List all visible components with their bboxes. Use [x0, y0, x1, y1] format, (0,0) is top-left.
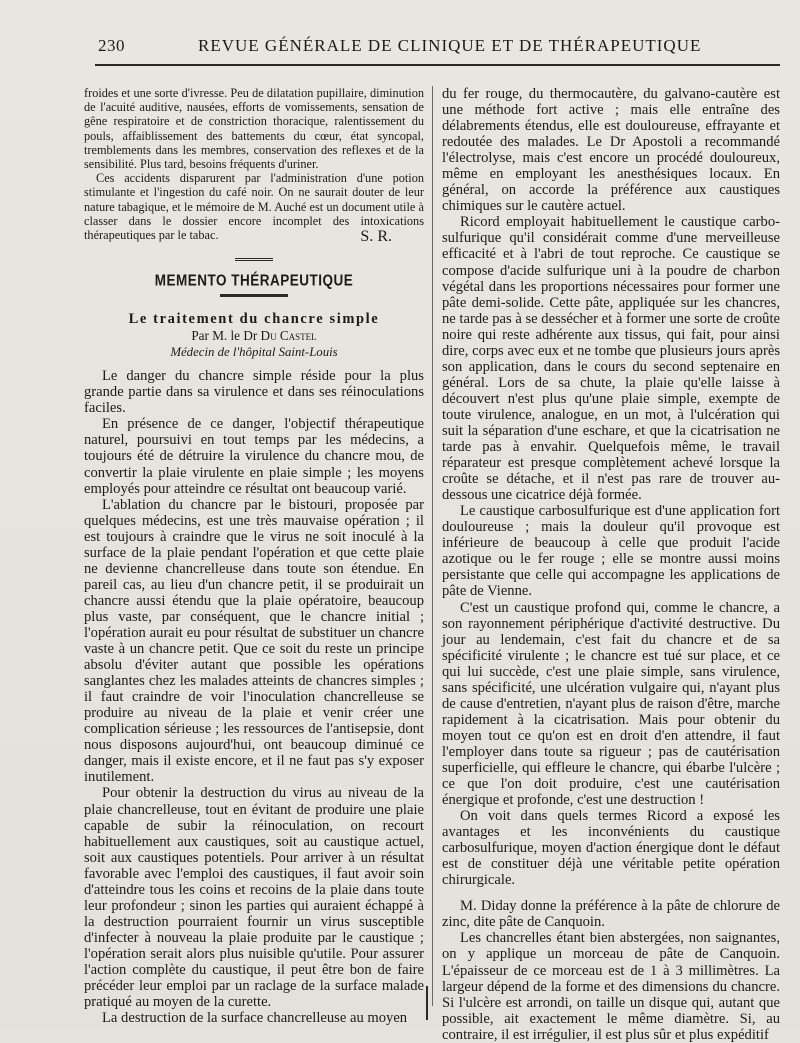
margin-mark: [426, 986, 428, 1020]
previous-article-paragraph: froides et une sorte d'ivresse. Peu de dilatation pupillaire, diminution de l'acuité auditive, nausées, efforts de vomissements, sensation de gêne respiratoire et de constriction thoracique, ralentissement du pouls, affaiblissement des battements du cœur, état syncopal, tremblements dans les membres, conservation des reflexes et de la sensibilité. Plus tard, besoins fréquents d'uriner.: [84, 86, 424, 172]
body-paragraph: Le caustique carbosulfurique est d'une application fort douloureuse ; mais la douleur qu'il provoque est inférieure de beaucoup à celle que produit l'acide azotique ou le fer rouge ; elle se montre aussi moins persistante que celle qui accompagne les applications de pâte de Vienne.: [442, 503, 780, 600]
body-paragraph: On voit dans quels termes Ricord a exposé les avantages et les inconvénients du caustique carbosulfurique, moyen d'action énergique dont le défaut est de constituer déjà une véritable petite opération chirurgicale.: [442, 808, 780, 889]
body-paragraph: du fer rouge, du thermocautère, du galvano-cautère est une méthode fort active ; mais elle entraîne des délabrements étendus, elle est douloureuse, effrayante et redoutée des malades. Le Dr Apostoli a recommandé l'électrolyse, mais c'est encore un procédé douloureux, même en employant les anesthésiques locaux. En général, on accorde la préférence aux caustiques chimiques sur le cautère actuel.: [442, 86, 780, 215]
body-paragraph: Les chancrelles étant bien abstergées, non saignantes, on y applique un morceau de pâte de Canquoin. L'épaisseur de ce morceau est de 1 à 3 millimètres. La largeur dépend de la forme et des dimensions du chancre. Si l'ulcère est arrondi, on taille un disque qui, autant que possible, ait exactement le même diamètre. Si, au contraire, il est irrégulier, il est plus sûr et plus expéditif: [442, 930, 780, 1043]
section-heading: MEMENTO THÉRAPEUTIQUE: [154, 272, 354, 290]
article-author: [84, 328, 424, 344]
body-paragraph: En présence de ce danger, l'objectif thérapeutique naturel, poursuivi en tout temps par les médecins, a toujours été de détruire la virulence du chancre mou, de convertir la plaie virulente en plaie simple ; les moyens employés pour atteindre ce résultat ont beaucoup varié.: [84, 416, 424, 497]
author-name: Du Castel: [260, 328, 317, 344]
paragraph-gap: [442, 888, 780, 898]
body-paragraph: M. Diday donne la préférence à la pâte de chlorure de zinc, dite pâte de Canquoin.: [442, 898, 780, 931]
previous-article-paragraph: Ces accidents disparurent par l'administration d'une potion stimulante et l'ingestion du café noir. On ne saurait douter de leur nature tabagique, et le mémoire de M. Auché est un document utile à classer dans le dossier encore incomplet des intoxications thérapeutiques par le tabac.: [84, 171, 424, 243]
author-signature: S. R.: [360, 228, 392, 246]
body-paragraph: Pour obtenir la destruction du virus au niveau de la plaie chancrelleuse, tout en évitant de produire une plaie capable de subir la réinoculation, on recourt habituellement aux caustiques, soit au caustique actuel, soit aux caustiques potentiels. Pour arriver à un résultat favorable avec l'emploi des caustiques, il faut avoir soin d'atteindre tous les coins et recoins de la plaie dans toute leur profondeur ; sinon les parties qui auraient échappé à la destruction pourraient fournir un virus susceptible d'infecter à nouveau la plaie produite par le caustique ; l'opération serait alors plus nuisible qu'utile. Pour assurer l'action complète du caustique, il peut être bon de faire précéder leur emploi par un raclage de la surface malade pratiqué au moyen de la curette.: [84, 785, 424, 1011]
page-header: [98, 36, 778, 58]
right-column: [442, 86, 780, 1043]
body-paragraph: Ricord employait habituellement le caustique carbo-sulfurique qu'il considérait comme d'une merveilleuse efficacité et à l'abri de tout reproche. Ce caustique se compose d'acide sulfurique uni à la poudre de charbon végétal dans les proportions nécessaires pour former une pâte demi-solide. Cette pâte, appliquée sur les chancres, ne tarde pas à se dessécher et à former une sorte de croûte noire qui reste adhérente aux tissus, qui fait, pour ainsi dire, corps avec eux et ne tombe que plusieurs jours après son application, dans le cours du second septenaire en général. Lors de sa chute, la plaie qu'elle laisse à découvert n'est plus qu'une plaie simple, exempte de toute virulence, analogue, en un mot, à l'ulcération qui suit la séparation d'une eschare, et que la cicatrisation ne tarde pas à envahir. Quelquefois même, le travail réparateur est presque complètement achevé lorsque la croûte se détache, et il n'est pas rare de trouver au-dessous une cicatrice déjà formée.: [442, 214, 780, 504]
header-rule: [95, 64, 780, 66]
page-number: 230: [98, 36, 125, 55]
body-paragraph: La destruction de la surface chancrelleuse au moyen: [102, 1010, 408, 1027]
left-column: [84, 86, 424, 1026]
body-paragraph: Le danger du chancre simple réside pour la plus grande partie dans sa virulence et dans ses réinoculations faciles.: [84, 368, 424, 417]
article-title: Le traitement du chancre simple: [128, 311, 380, 328]
body-paragraph: C'est un caustique profond qui, comme le chancre, a son rayonnement périphérique d'activité destructive. Du jour au lendemain, c'est fait du chancre et de sa spécificité virulente ; le chancre est tué sur place, et ce qui lui succède, c'est une plaie simple, sans virulence, sans spécificité, une ulcération vulgaire qui, n'ayant plus de cause d'entretien, n'ayant plus de raison d'être, marche rapidement à la cicatrisation. Mais pour obtenir du moyen tout ce qu'on est en droit d'en attendre, il faut l'employer dans toute sa rigueur ; pas de cautérisation superficielle, qui effleure le chancre, qui ébarbe l'ulcère ; ce que l'on doit produire, c'est une cautérisation énergique et profonde, c'est une destruction !: [442, 599, 780, 809]
author-prefix: Par M. le Dr: [191, 328, 258, 344]
journal-title: REVUE GÉNÉRALE DE CLINIQUE ET DE THÉRAPEUTIQUE: [198, 36, 702, 55]
column-divider: [432, 86, 433, 1006]
previous-article-ending: [84, 86, 424, 246]
section-separator: [235, 258, 273, 263]
section-heading-rule: [220, 294, 288, 297]
author-affiliation: Médecin de l'hôpital Saint-Louis: [170, 345, 338, 360]
body-paragraph: L'ablation du chancre par le bistouri, proposée par quelques médecins, est une très mauvaise opération ; il est toujours à craindre que le virus ne soit inoculé à la surface de la plaie pendant l'opération et que cette plaie ne devienne chancrelleuse dans toute son étendue. En pareil cas, au lieu d'un chancre petit, il se produirait un chancre aussi étendu que la plaie opératoire, beaucoup plus vaste, par conséquent, que le chancre initial ; l'opération aurait eu pour résultat de substituer un chancre vaste à un chancre petit. Que ce soit du reste un principe absolu d'éviter autant que possible les opérations sanglantes chez les malades atteints de chancres simples ; il faut craindre de voir l'inoculation chancrelleuse se produire au niveau de la plaie et venir créer une complication sérieuse ; les ressources de l'antisepsie, dont nous disposons aujourd'hui, ont beaucoup diminué ce danger, mais il existe encore, et il ne faut pas s'y exposer inutilement.: [84, 496, 424, 786]
